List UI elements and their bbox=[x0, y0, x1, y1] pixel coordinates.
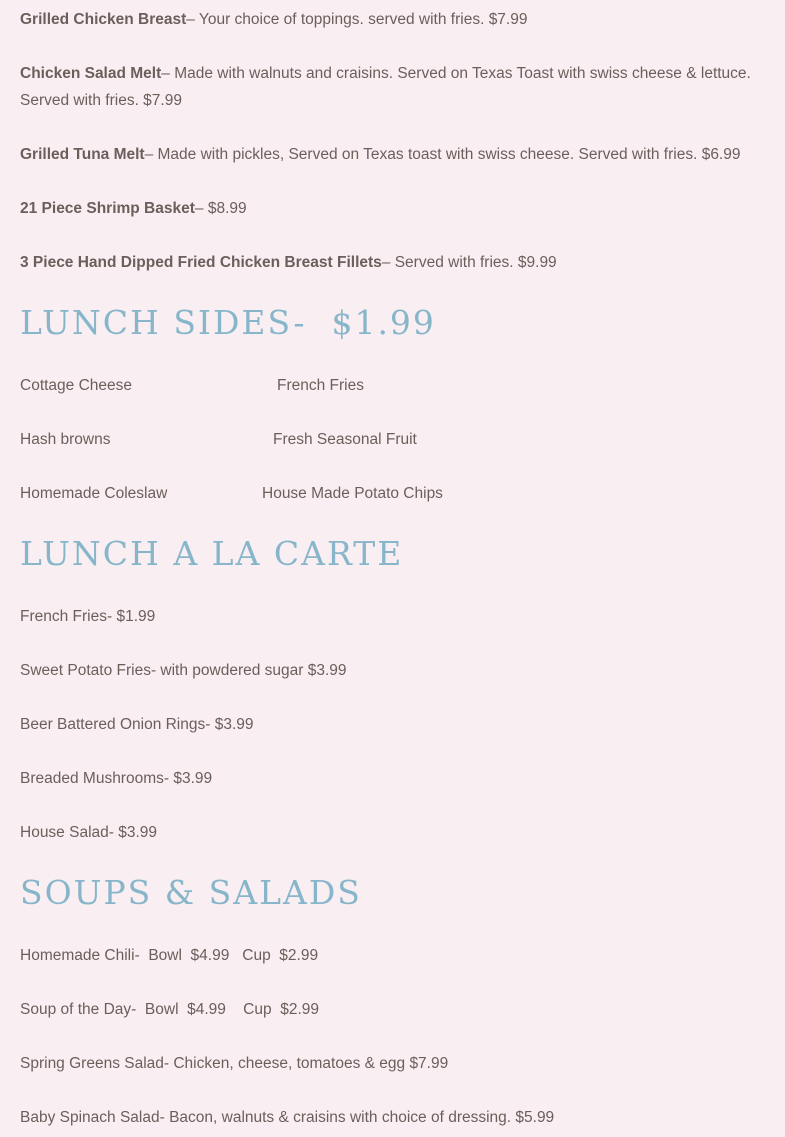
menu-item-name: Chicken Salad Melt bbox=[20, 65, 162, 82]
a-la-carte-item: House Salad- $3.99 bbox=[20, 824, 158, 841]
side-item: Homemade Coleslaw bbox=[20, 485, 168, 502]
a-la-carte-item: French Fries- $1.99 bbox=[20, 608, 156, 625]
menu-item-name: Grilled Tuna Melt bbox=[20, 146, 145, 163]
a-la-carte-item: Sweet Potato Fries- with powdered sugar $3.99 bbox=[20, 662, 347, 679]
soup-salad-item: Spring Greens Salad- Chicken, cheese, tomatoes & egg $7.99 bbox=[20, 1055, 449, 1072]
menu-item bbox=[20, 249, 765, 276]
soup-salad-item: Homemade Chili- Bowl $4.99 Cup $2.99 bbox=[20, 947, 319, 964]
side-item: Fresh Seasonal Fruit bbox=[273, 431, 417, 448]
menu-item bbox=[20, 6, 765, 33]
side-item: Cottage Cheese bbox=[20, 377, 133, 394]
menu-item-description: – Your choice of toppings. served with fries. $7.99 bbox=[186, 11, 528, 28]
menu-item-name: 3 Piece Hand Dipped Fried Chicken Breast Fillets bbox=[20, 254, 382, 271]
section-heading-a-la-carte: LUNCH A LA CARTE bbox=[20, 534, 404, 573]
section-heading-soups-salads: SOUPS & SALADS bbox=[20, 873, 362, 912]
menu-item-name: 21 Piece Shrimp Basket bbox=[20, 200, 195, 217]
a-la-carte-item: Breaded Mushrooms- $3.99 bbox=[20, 770, 213, 787]
menu-item bbox=[20, 141, 765, 168]
a-la-carte-item: Beer Battered Onion Rings- $3.99 bbox=[20, 716, 254, 733]
side-item: House Made Potato Chips bbox=[262, 485, 443, 502]
menu-item-description: – Served with fries. $9.99 bbox=[381, 254, 557, 271]
menu-item-description: – $8.99 bbox=[194, 200, 247, 217]
menu-item bbox=[20, 60, 765, 114]
menu-item-description: – Made with walnuts and craisins. Served on Texas Toast with swiss cheese & lettuce. Served with fries. $7.99 bbox=[20, 65, 751, 109]
menu-item-description: – Made with pickles, Served on Texas toast with swiss cheese. Served with fries. $6.99 bbox=[144, 146, 741, 163]
side-item: French Fries bbox=[277, 377, 364, 394]
menu-item bbox=[20, 195, 765, 222]
side-item: Hash browns bbox=[20, 431, 111, 448]
soup-salad-item: Soup of the Day- Bowl $4.99 Cup $2.99 bbox=[20, 1001, 319, 1018]
soup-salad-item: Baby Spinach Salad- Bacon, walnuts & craisins with choice of dressing. $5.99 bbox=[20, 1109, 555, 1126]
menu-item-name: Grilled Chicken Breast bbox=[20, 11, 187, 28]
section-heading-lunch-sides: LUNCH SIDES- $1.99 bbox=[20, 303, 436, 342]
